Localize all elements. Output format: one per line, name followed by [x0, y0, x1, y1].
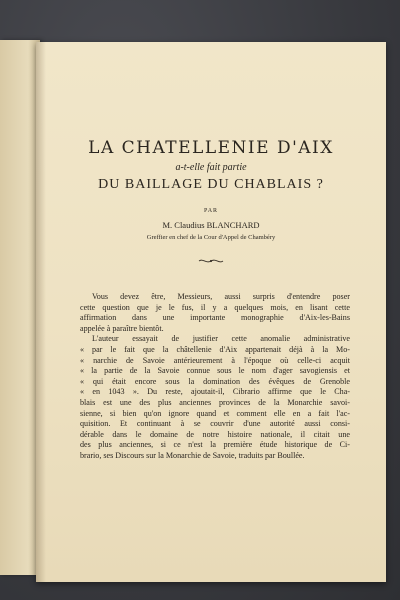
body-line: « par le fait que la châtellenie d'Aix appartenait déjà à la Mo-: [80, 344, 350, 354]
body-line: « qui était encore sous la domination des évêques de Grenoble: [80, 376, 350, 386]
back-cover-page: [0, 40, 40, 575]
body-line: L'auteur essayait de justifier cette anomalie administrative: [92, 334, 350, 344]
document-title-continued: DU BAILLAGE DU CHABLAIS ?: [98, 177, 324, 192]
body-line: dérable dans le domaine de notre histoire nationale, il citait une: [80, 429, 350, 439]
ornament-divider-icon: [198, 257, 224, 265]
document-title: LA CHATELLENIE D'AIX: [88, 138, 334, 158]
body-line: sienne, si bien qu'on ignore quand et comment elle en a fait l'ac-: [80, 408, 350, 418]
document-page: [36, 42, 386, 582]
body-line: brario, ses Discours sur la Monarchie de Savoie, traduits par Boullée.: [80, 450, 305, 460]
body-line: « narchie de Savoie antérieurement à l'époque où celle-ci acquit: [80, 355, 350, 365]
author-role: Greffier en chef de la Cour d'Appel de Chambéry: [146, 234, 276, 241]
body-text: [80, 292, 350, 462]
body-line: Vous devez être, Messieurs, aussi surpris d'entendre poser: [92, 292, 350, 301]
body-line: des plus anciennes, si ce n'est la première étude historique de Ci-: [80, 440, 350, 450]
spine-shadow: [36, 42, 46, 582]
body-line: « en 1043 ». Du reste, ajoutait-il, Cibrario affirme que le Cha-: [80, 387, 350, 397]
body-line: affirmation dans une importante monographie d'Aix-les-Bains: [80, 313, 350, 323]
by-label: PAR: [203, 208, 219, 214]
body-line: blais est une des plus anciennes provinces de la Monarchie savoi-: [80, 397, 350, 407]
author-name: M. Claudius BLANCHARD: [162, 220, 260, 230]
body-line: quisition. Et continuant à se couvrir d'une autorité aussi consi-: [80, 419, 350, 429]
body-line: appelée à paraître bientôt.: [80, 323, 164, 333]
body-line: « la partie de la Savoie connue sous le nom d'ager savogiensis et: [80, 366, 350, 376]
document-subtitle: a-t-elle fait partie: [175, 162, 247, 173]
body-line: cette question que je le fus, il y a quelques mois, en lisant cette: [80, 302, 350, 312]
